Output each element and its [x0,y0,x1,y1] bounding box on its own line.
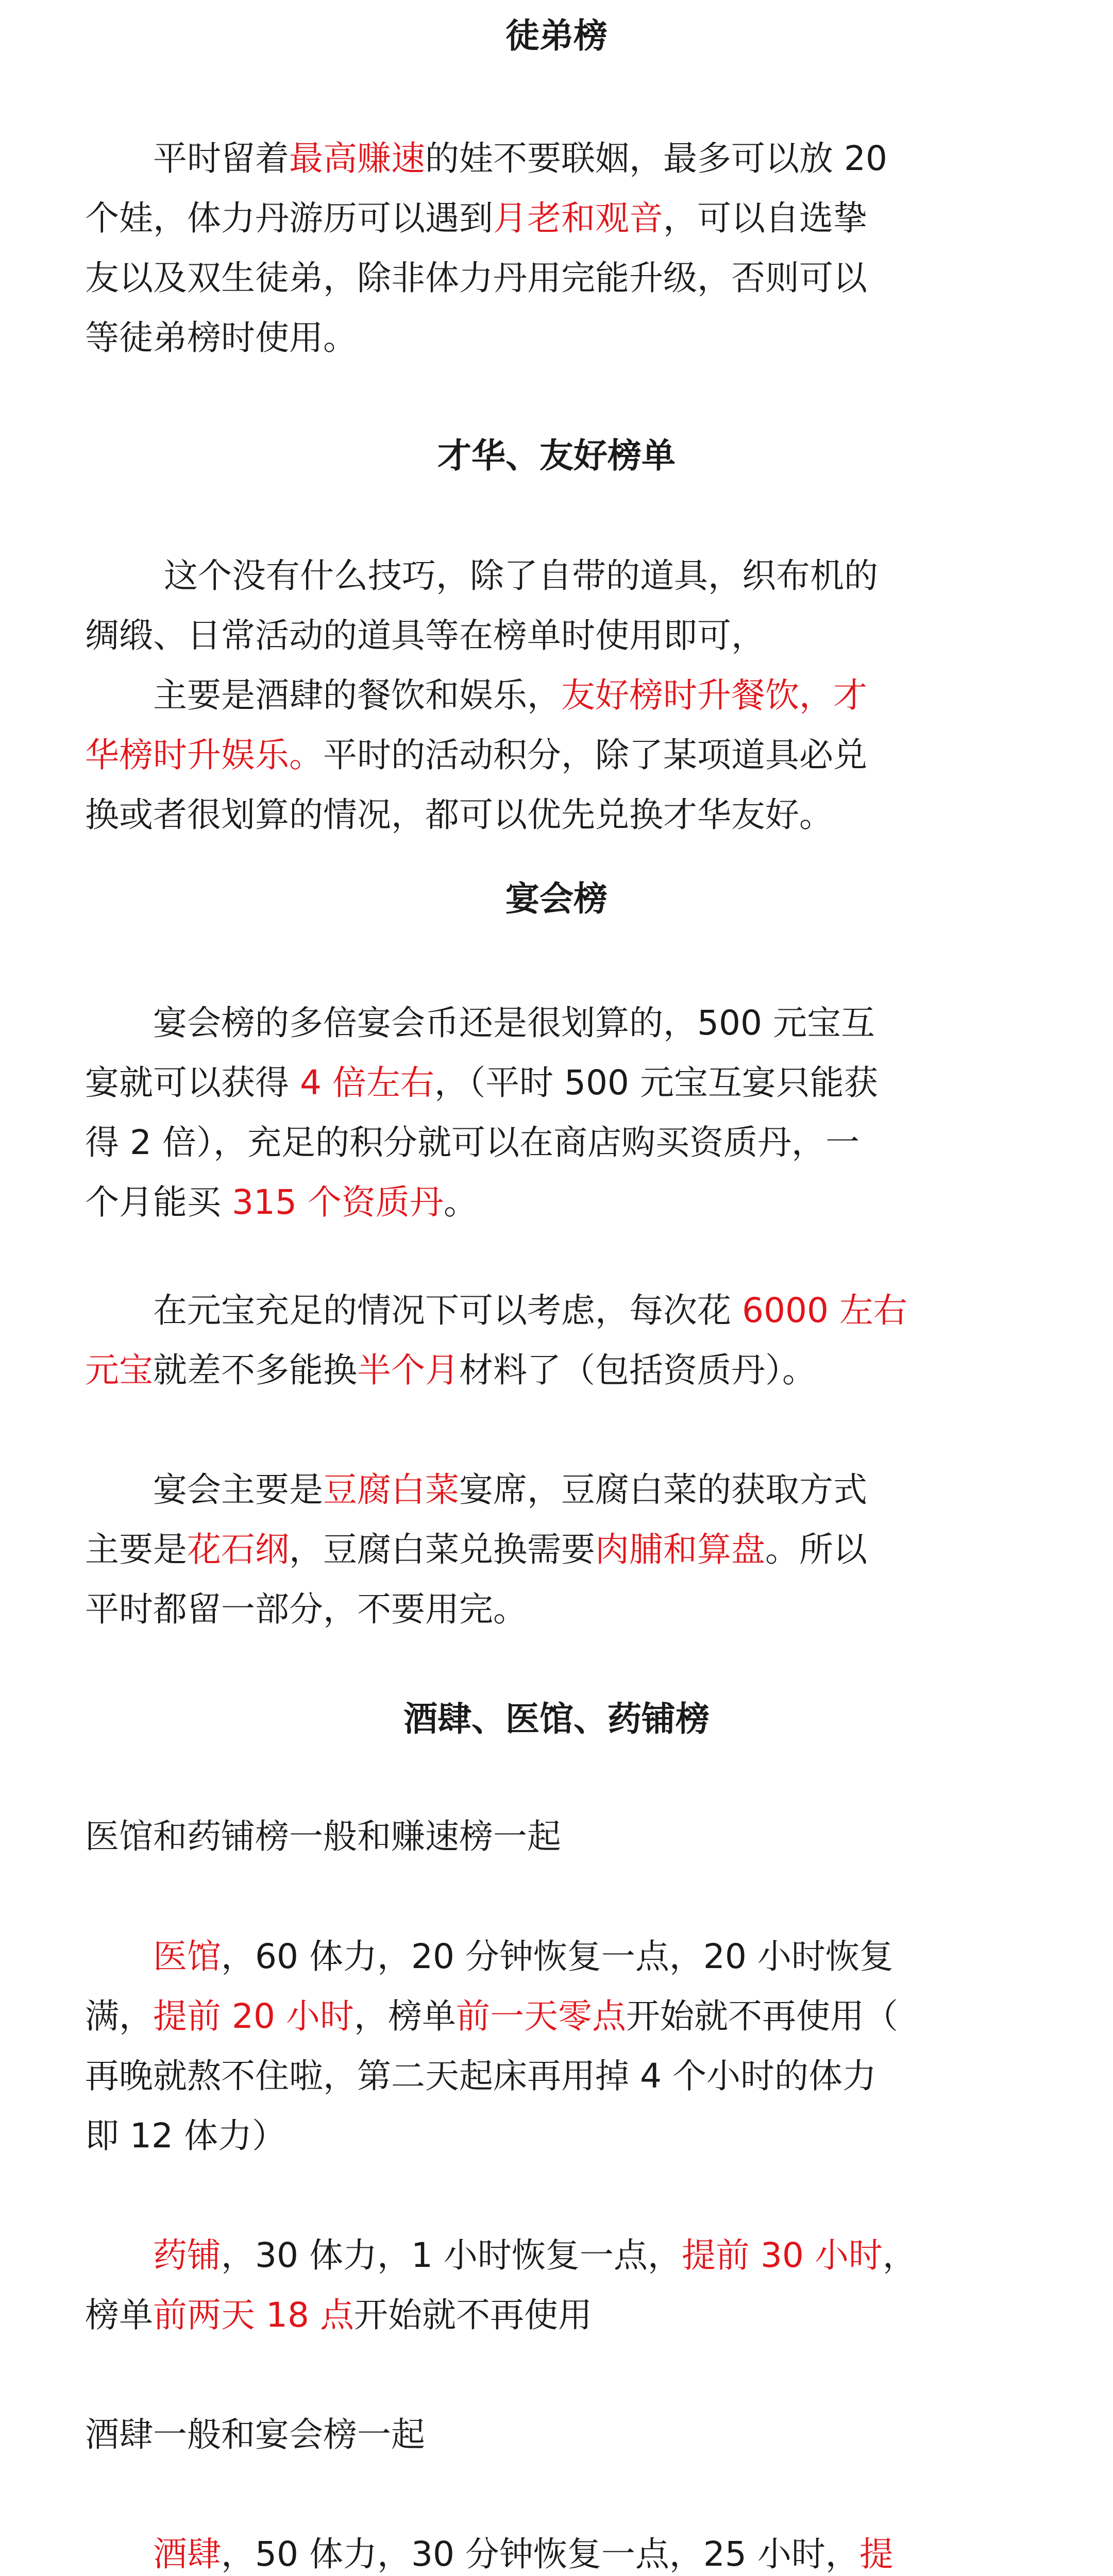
body-text: 友以及双生徒弟，除非体力丹用完能升级，否则可以 [85,258,867,298]
text-line [85,2285,917,2345]
text-line [85,248,887,308]
body-text: ，50 体力，30 分钟恢复一点，25 小时， [221,2534,859,2574]
paragraph [85,2226,917,2345]
highlighted-text: 豆腐白菜 [323,1470,459,1510]
text-line [85,1580,867,1639]
body-text: ，可以自选挚 [663,198,867,238]
body-text: 得 2 倍），充足的积分就可以在商店购买资质丹，一 [85,1123,859,1162]
highlighted-text: 月老和观音 [493,198,663,238]
highlighted-text: 前一天零点 [456,1996,626,2036]
body-text: 再晚就熬不住啦，第二天起床再用掉 4 个小时的体力 [85,2056,876,2096]
text-line [85,1460,867,1520]
text-line [85,1807,561,1867]
text-line [85,725,878,785]
body-text: ，豆腐白菜兑换需要 [289,1530,595,1569]
section-title-apprentice: 徒弟榜 [505,16,608,56]
section-title-tavern-clinic-pharmacy: 酒肆、医馆、药铺榜 [403,1699,710,1739]
text-line [85,2226,917,2285]
highlighted-text: 6000 左右 [741,1291,907,1330]
body-text: 开始就不再使用（ [626,1996,898,2036]
body-text: 。所以 [765,1530,867,1569]
highlighted-text: 药铺 [153,2235,221,2275]
body-text: 医馆和药铺榜一般和赚速榜一起 [85,1817,561,1856]
paragraph [85,546,878,845]
body-text: 宴席，豆腐白菜的获取方式 [459,1470,867,1510]
highlighted-text: 前两天 18 点 [153,2295,354,2335]
text-line [85,1987,898,2046]
text-line [85,666,878,725]
highlighted-text: 提前 20 小时 [153,1996,354,2036]
paragraph [85,1281,907,1400]
body-text: 这个没有什么技巧，除了自带的道具，织布机的 [85,556,878,596]
body-text: ，榜单 [353,1996,456,2036]
body-text: 等徒弟榜时使用。 [85,318,357,358]
highlighted-text: 最高赚速 [289,139,425,178]
text-line [85,785,878,845]
body-text: 宴会榜的多倍宴会币还是很划算的，500 元宝互 [85,1003,875,1043]
paragraph [85,1927,898,2166]
body-text: 开始就不再使用 [353,2295,592,2335]
section-title-talent-friendship: 才华、友好榜单 [437,436,676,476]
paragraph [85,1460,867,1639]
text-line [85,189,887,248]
body-text [85,2534,153,2574]
paragraph [85,2524,893,2576]
highlighted-text: 4 倍左右 [299,1063,434,1103]
highlighted-text: 华榜时升娱乐。 [85,735,323,775]
text-line [85,606,878,666]
highlighted-text: 花石纲 [187,1530,289,1569]
text-line [85,1927,898,1987]
text-line [85,993,878,1053]
body-text: 在元宝充足的情况下可以考虑，每次花 [85,1291,742,1330]
paragraph [85,993,878,1232]
paragraph [85,129,887,368]
text-line [85,308,887,368]
highlighted-text: 半个月 [357,1350,459,1390]
body-text: ，60 体力，20 分钟恢复一点，20 小时恢复 [221,1937,893,1976]
paragraph [85,1807,561,1867]
body-text: 主要是酒肆的餐饮和娱乐， [85,675,561,715]
body-text: 个月能买 [85,1182,232,1222]
text-line [85,1341,907,1400]
text-line [85,2106,898,2166]
body-text: 平时都留一部分，不要用完。 [85,1589,527,1629]
body-text [85,2235,153,2275]
body-text: 酒肆一般和宴会榜一起 [85,2415,425,2454]
highlighted-text: 元宝 [85,1350,153,1390]
highlighted-text: 友好榜时升餐饮，才 [561,675,867,715]
body-text: ，（平时 500 元宝互宴只能获 [434,1063,878,1103]
body-text: 即 12 体力） [85,2116,286,2156]
body-text: ， [882,2235,917,2275]
highlighted-text: 酒肆 [153,2534,221,2574]
text-line [85,546,878,606]
body-text: 平时留着 [85,139,289,178]
text-line [85,2524,893,2576]
highlighted-text: 提 [859,2534,893,2574]
paragraph [85,2405,425,2465]
text-line [85,129,887,189]
body-text: 榜单 [85,2295,153,2335]
highlighted-text: 提前 30 小时 [681,2235,883,2275]
body-text: 材料了（包括资质丹）。 [459,1350,816,1390]
body-text: 的娃不要联姻，最多可以放 20 [425,139,887,178]
body-text: 换或者很划算的情况，都可以优先兑换才华友好。 [85,795,833,835]
text-line [85,2405,425,2465]
section-title-banquet: 宴会榜 [505,879,608,919]
text-line [85,1173,878,1232]
text-line [85,2046,898,2106]
text-line [85,1281,907,1341]
highlighted-text: 315 个资质丹 [231,1182,444,1222]
body-text: 宴就可以获得 [85,1063,300,1103]
text-line [85,1520,867,1580]
body-text: 就差不多能换 [153,1350,357,1390]
body-text [85,1937,153,1976]
body-text: 满， [85,1996,153,2036]
body-text: 个娃，体力丹游历可以遇到 [85,198,493,238]
text-line [85,1053,878,1113]
highlighted-text: 医馆 [153,1937,221,1976]
body-text: 平时的活动积分，除了某项道具必兑 [323,735,867,775]
text-line [85,1113,878,1173]
highlighted-text: 肉脯和算盘 [595,1530,765,1569]
body-text: ，30 体力，1 小时恢复一点， [221,2235,682,2275]
body-text: 。 [443,1182,478,1222]
body-text: 绸缎、日常活动的道具等在榜单时使用即可， [85,616,765,655]
body-text: 主要是 [85,1530,187,1569]
body-text: 宴会主要是 [85,1470,323,1510]
